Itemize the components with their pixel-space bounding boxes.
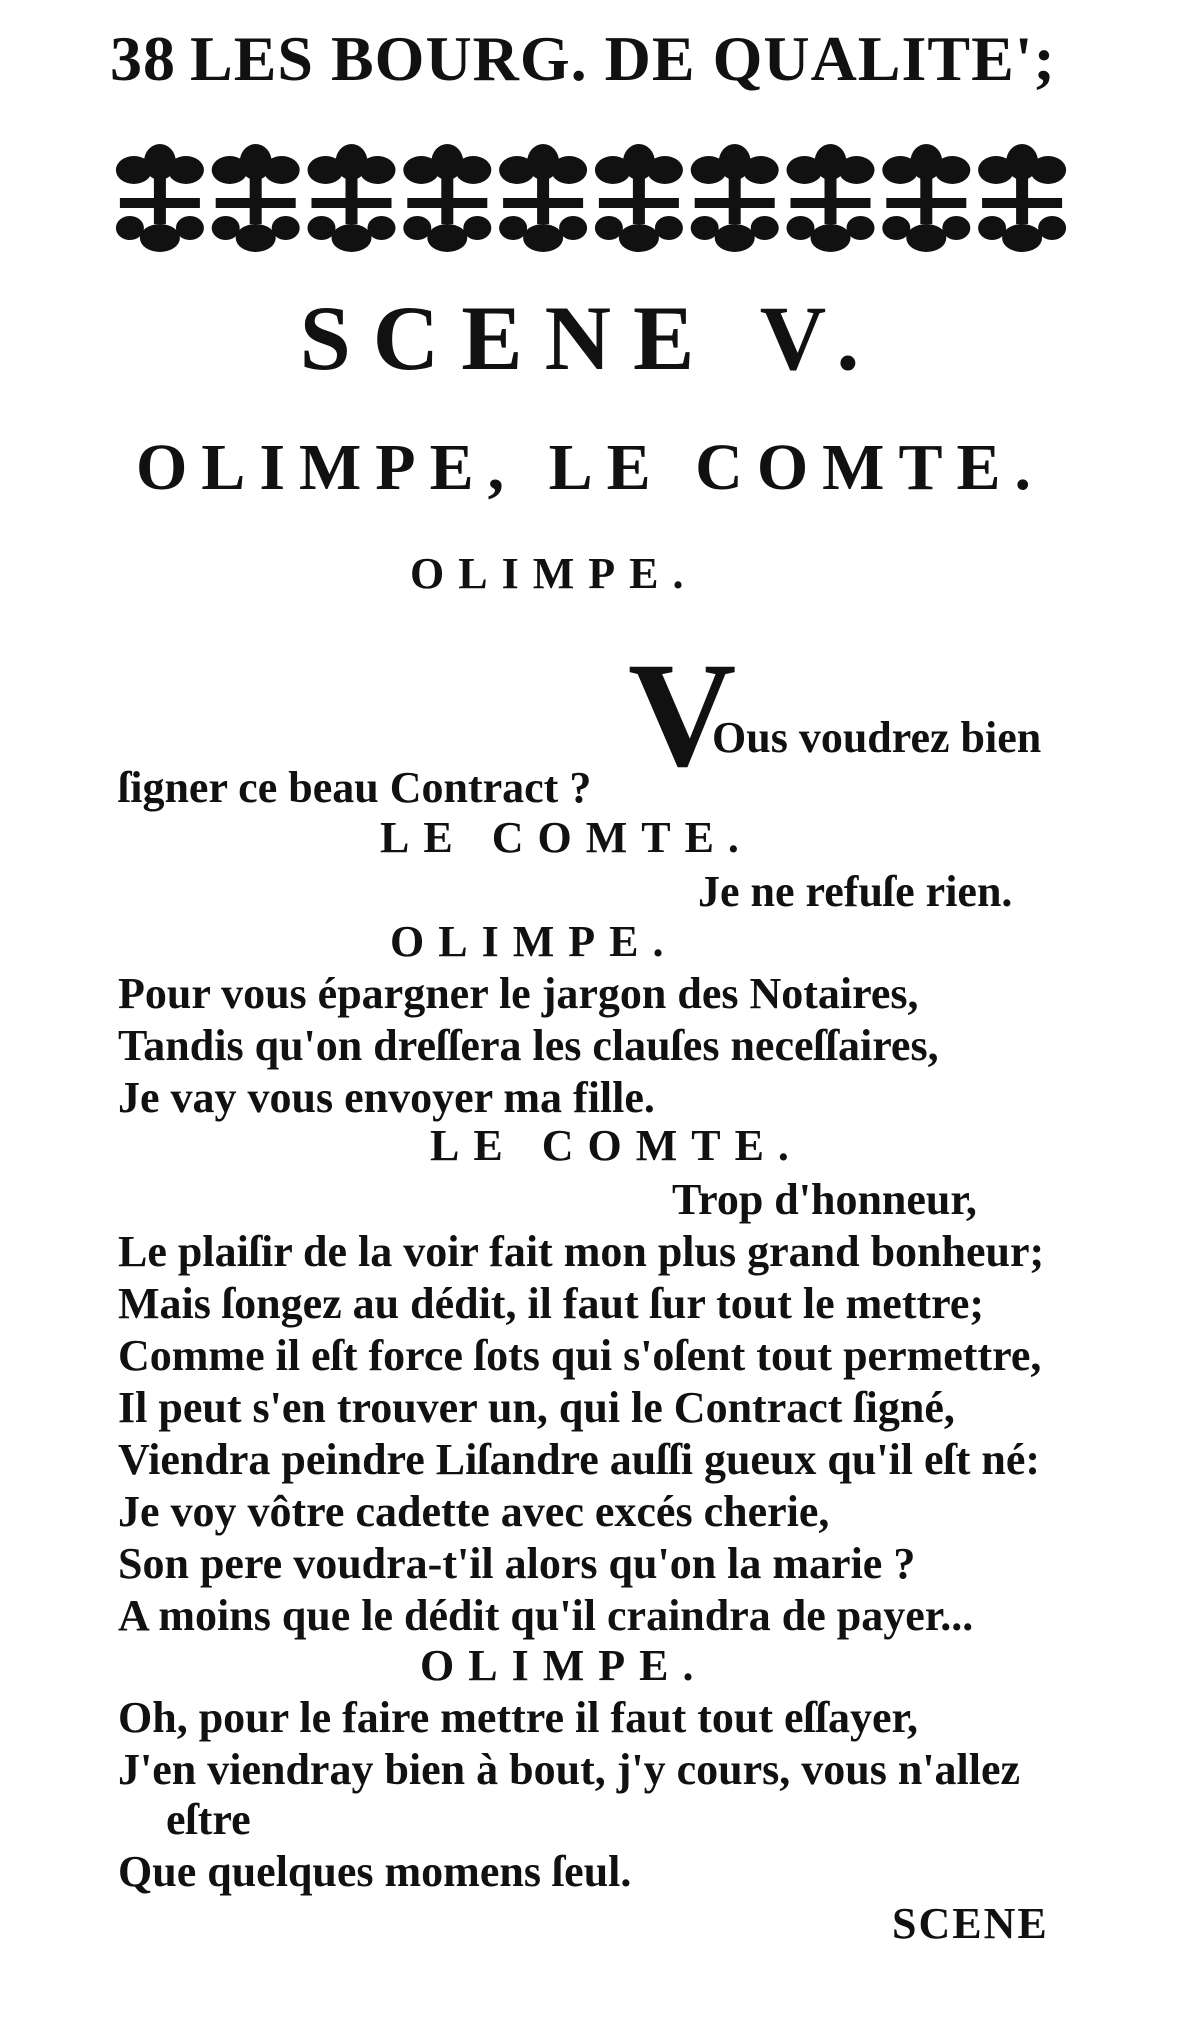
running-title: LES BOURG. DE QUALITE'; <box>190 23 1056 94</box>
verse-line: Pour vous épargner le jargon des Notaires, <box>118 969 919 1018</box>
drop-cap: V <box>628 632 737 798</box>
fleuron-icon <box>787 144 875 252</box>
verse-line: Je vay vous envoyer ma fille. <box>118 1073 655 1122</box>
scene-title: SCENE V. <box>299 287 882 389</box>
verse-line: Son pere voudra-t'il alors qu'on la marie ? <box>118 1539 916 1588</box>
speaker-heading: OLIMPE. <box>390 917 678 966</box>
fleuron-icon <box>403 144 491 252</box>
verse-line: Oh, pour le faire mettre il faut tout eſſayer, <box>118 1693 919 1742</box>
speaker-heading: OLIMPE. <box>410 549 698 598</box>
fleuron-icon <box>978 144 1066 252</box>
scene-characters: OLIMPE, LE COMTE. <box>135 431 1046 504</box>
speaker-heading: LE COMTE. <box>430 1121 803 1170</box>
verse-line: ſigner ce beau Contract ? <box>118 763 592 812</box>
fleuron-icon <box>691 144 779 252</box>
verse-line: Tandis qu'on dreſſera les clauſes neceſſaires, <box>118 1021 939 1070</box>
fleuron-icon <box>212 144 300 252</box>
verse-line: Comme il eſt force ſots qui s'oſent tout permettre, <box>118 1331 1042 1380</box>
verse-line: Que quelques momens ſeul. <box>118 1847 632 1896</box>
verse-line: eſtre <box>166 1795 251 1844</box>
verse-line: Je voy vôtre cadette avec excés cherie, <box>118 1487 830 1536</box>
verse-line: Je ne refuſe rien. <box>698 867 1013 916</box>
fleuron-icon <box>116 144 204 252</box>
verse-line: A moins que le dédit qu'il craindra de payer... <box>118 1591 974 1640</box>
fleuron-icon <box>308 144 396 252</box>
verse-line: Le plaiſir de la voir fait mon plus grand bonheur; <box>118 1227 1045 1276</box>
page-number: 38 <box>110 23 176 94</box>
speaker-heading: OLIMPE. <box>420 1641 708 1690</box>
verse-line: J'en viendray bien à bout, j'y cours, vous n'allez <box>118 1745 1021 1794</box>
running-head <box>110 22 1056 96</box>
fleuron-icon <box>882 144 970 252</box>
catchword: SCENE <box>892 1899 1049 1948</box>
verse-line: Ous voudrez bien <box>712 713 1042 762</box>
verse-line: Trop d'honneur, <box>672 1175 977 1224</box>
verse-line: Mais ſongez au dédit, il faut ſur tout le mettre; <box>118 1279 985 1328</box>
fleuron-icon <box>499 144 587 252</box>
fleuron-icon <box>595 144 683 252</box>
speaker-heading: LE COMTE. <box>380 813 753 862</box>
verse-line: Il peut s'en trouver un, qui le Contract ſigné, <box>118 1383 955 1432</box>
verse-line: Viendra peindre Liſandre auſſi gueux qu'il eſt né: <box>118 1435 1041 1484</box>
fleuron-band-icon <box>112 140 1070 255</box>
